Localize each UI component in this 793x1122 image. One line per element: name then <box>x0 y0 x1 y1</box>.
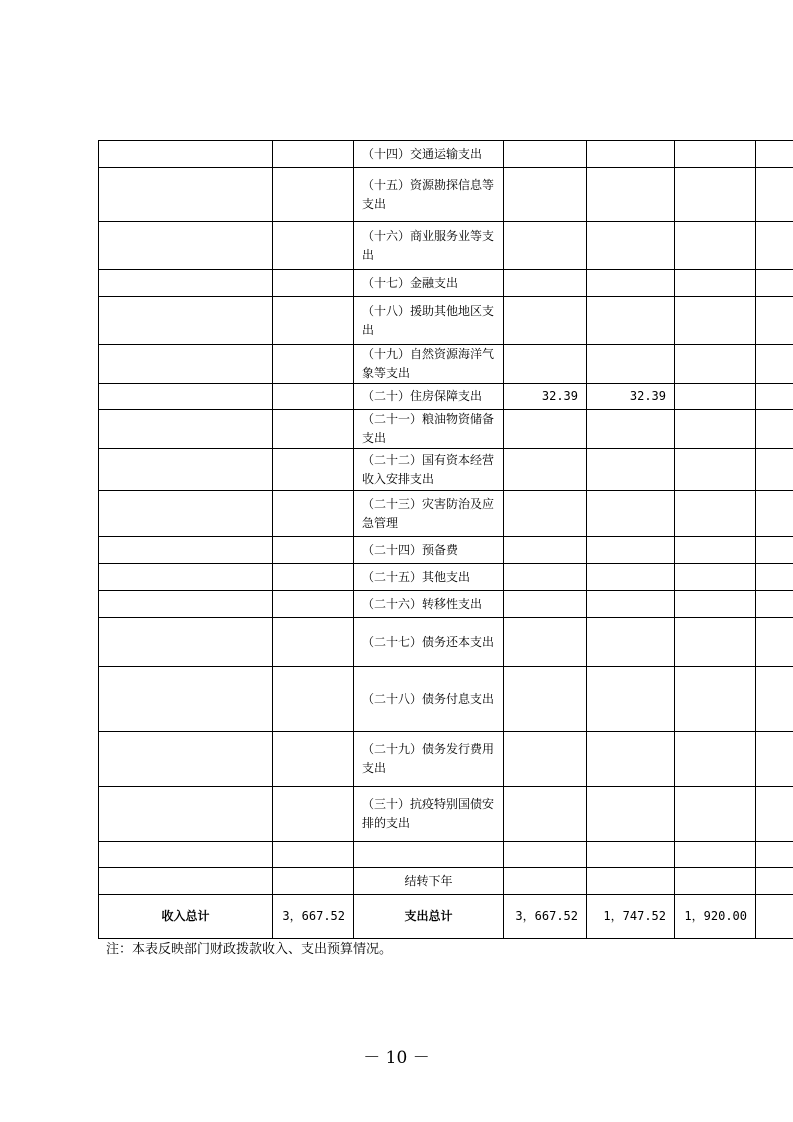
table-cell <box>756 345 793 384</box>
table-cell <box>756 537 793 564</box>
table-cell <box>273 168 354 222</box>
expense-item-label: （二十三）灾害防治及应急管理 <box>354 491 504 537</box>
table-cell <box>99 141 273 168</box>
table-cell <box>756 842 793 868</box>
table-cell <box>273 667 354 732</box>
table-cell <box>504 868 587 895</box>
table-cell <box>99 449 273 491</box>
table-cell <box>504 168 587 222</box>
table-cell <box>273 564 354 591</box>
table-cell <box>756 787 793 842</box>
table-cell <box>587 591 675 618</box>
expense-item-label: （二十四）预备费 <box>354 537 504 564</box>
expense-total-value: 3，667.52 <box>504 895 587 939</box>
expense-item-label: （十五）资源勘探信息等支出 <box>354 168 504 222</box>
table-cell <box>756 384 793 410</box>
table-cell <box>587 270 675 297</box>
budget-table <box>98 140 793 939</box>
table-cell <box>675 141 756 168</box>
table-cell <box>99 270 273 297</box>
table-cell <box>587 787 675 842</box>
table-cell <box>504 270 587 297</box>
table-cell <box>756 667 793 732</box>
page-number: － 10 － <box>363 1048 430 1068</box>
table-cell <box>273 537 354 564</box>
carry-forward-label: 结转下年 <box>354 868 504 895</box>
table-cell: 32.39 <box>587 384 675 410</box>
table-cell <box>504 537 587 564</box>
table-cell <box>587 732 675 787</box>
table-cell <box>504 345 587 384</box>
expense-item-label: （十九）自然资源海洋气象等支出 <box>354 345 504 384</box>
table-cell <box>99 618 273 667</box>
table-cell <box>99 787 273 842</box>
expense-item-label: （二十八）债务付息支出 <box>354 667 504 732</box>
table-cell <box>587 564 675 591</box>
table-cell <box>99 345 273 384</box>
table-row <box>99 270 793 297</box>
table-cell <box>273 141 354 168</box>
table-cell <box>675 591 756 618</box>
table-cell <box>756 618 793 667</box>
table-cell <box>504 667 587 732</box>
table-row <box>99 345 793 384</box>
expense-item-label: （二十）住房保障支出 <box>354 384 504 410</box>
table-cell <box>675 564 756 591</box>
table-cell <box>675 345 756 384</box>
table-cell <box>675 537 756 564</box>
table-row <box>99 732 793 787</box>
expense-item-label: （二十九）债务发行费用支出 <box>354 732 504 787</box>
table-cell <box>587 168 675 222</box>
table-cell <box>273 591 354 618</box>
table-cell <box>99 732 273 787</box>
table-cell <box>756 564 793 591</box>
table-row <box>99 384 793 410</box>
table-row <box>99 564 793 591</box>
table-cell <box>273 410 354 449</box>
table-cell <box>504 842 587 868</box>
table-cell <box>99 297 273 345</box>
basic-expense-total-value: 1，747.52 <box>587 895 675 939</box>
table-cell <box>99 868 273 895</box>
table-cell <box>756 410 793 449</box>
table-cell <box>756 168 793 222</box>
table-row <box>99 667 793 732</box>
table-cell <box>587 868 675 895</box>
table-row <box>99 868 793 895</box>
table-cell <box>675 787 756 842</box>
expense-item-label: （二十一）粮油物资储备支出 <box>354 410 504 449</box>
table-cell <box>273 297 354 345</box>
table-cell <box>504 297 587 345</box>
table-cell <box>756 868 793 895</box>
table-cell <box>587 345 675 384</box>
table-cell <box>587 667 675 732</box>
expense-item-label: （十七）金融支出 <box>354 270 504 297</box>
table-cell <box>99 410 273 449</box>
income-total-label: 收入总计 <box>99 895 273 939</box>
expense-total-label: 支出总计 <box>354 895 504 939</box>
table-cell <box>675 842 756 868</box>
table-cell <box>675 732 756 787</box>
table-cell <box>504 449 587 491</box>
table-cell <box>675 384 756 410</box>
table-row <box>99 141 793 168</box>
table-cell <box>99 842 273 868</box>
table-cell <box>273 868 354 895</box>
project-expense-total-value: 1，920.00 <box>675 895 756 939</box>
table-cell <box>587 618 675 667</box>
table-cell <box>504 141 587 168</box>
table-cell <box>504 410 587 449</box>
table-row <box>99 297 793 345</box>
income-total-value: 3，667.52 <box>273 895 354 939</box>
table-cell <box>756 491 793 537</box>
table-cell <box>675 491 756 537</box>
table-cell <box>587 491 675 537</box>
table-cell <box>587 141 675 168</box>
expense-item-label: （十八）援助其他地区支出 <box>354 297 504 345</box>
expense-item-label: （二十二）国有资本经营收入安排支出 <box>354 449 504 491</box>
table-cell <box>504 222 587 270</box>
table-cell <box>99 564 273 591</box>
table-cell <box>273 222 354 270</box>
table-cell <box>504 787 587 842</box>
table-cell <box>756 449 793 491</box>
table-row <box>99 410 793 449</box>
table-cell <box>756 222 793 270</box>
table-cell <box>675 667 756 732</box>
table-cell <box>587 842 675 868</box>
table-cell <box>99 667 273 732</box>
table-row <box>99 591 793 618</box>
table-note: 注：本表反映部门财政拨款收入、支出预算情况。 <box>106 942 393 957</box>
table-cell <box>756 591 793 618</box>
table-cell <box>675 222 756 270</box>
table-cell <box>273 270 354 297</box>
table-cell <box>756 297 793 345</box>
table-cell <box>504 564 587 591</box>
table-cell <box>675 168 756 222</box>
table-cell <box>675 868 756 895</box>
expense-item-label: （二十七）债务还本支出 <box>354 618 504 667</box>
table-cell <box>504 732 587 787</box>
table-row <box>99 449 793 491</box>
table-cell <box>273 787 354 842</box>
table-row <box>99 537 793 564</box>
expense-item-label <box>354 842 504 868</box>
table-cell <box>99 591 273 618</box>
table-cell <box>273 842 354 868</box>
table-cell <box>756 270 793 297</box>
table-cell <box>587 222 675 270</box>
table-row <box>99 222 793 270</box>
table-cell <box>273 491 354 537</box>
table-cell <box>675 270 756 297</box>
table-cell <box>504 618 587 667</box>
table-cell <box>756 895 793 939</box>
table-cell <box>273 384 354 410</box>
table-cell <box>99 537 273 564</box>
table-cell <box>99 222 273 270</box>
table-cell <box>99 491 273 537</box>
table-row <box>99 168 793 222</box>
table-row <box>99 787 793 842</box>
table-cell <box>99 384 273 410</box>
table-row <box>99 842 793 868</box>
table-cell <box>504 591 587 618</box>
expense-item-label: （二十五）其他支出 <box>354 564 504 591</box>
table-cell <box>675 618 756 667</box>
table-cell <box>273 345 354 384</box>
table-cell <box>587 537 675 564</box>
expense-item-label: （三十）抗疫特别国债安排的支出 <box>354 787 504 842</box>
table-cell <box>675 449 756 491</box>
table-cell <box>587 449 675 491</box>
table-cell <box>273 449 354 491</box>
table-cell <box>273 732 354 787</box>
expense-item-label: （二十六）转移性支出 <box>354 591 504 618</box>
table-cell: 32.39 <box>504 384 587 410</box>
table-row <box>99 491 793 537</box>
table-cell <box>587 410 675 449</box>
expense-item-label: （十四）交通运输支出 <box>354 141 504 168</box>
table-cell <box>99 168 273 222</box>
table-cell <box>675 410 756 449</box>
table-cell <box>504 491 587 537</box>
table-row <box>99 618 793 667</box>
table-cell <box>273 618 354 667</box>
table-cell <box>675 297 756 345</box>
total-row <box>99 895 793 939</box>
table-cell <box>587 297 675 345</box>
table-cell <box>756 141 793 168</box>
expense-item-label: （十六）商业服务业等支出 <box>354 222 504 270</box>
table-cell <box>756 732 793 787</box>
